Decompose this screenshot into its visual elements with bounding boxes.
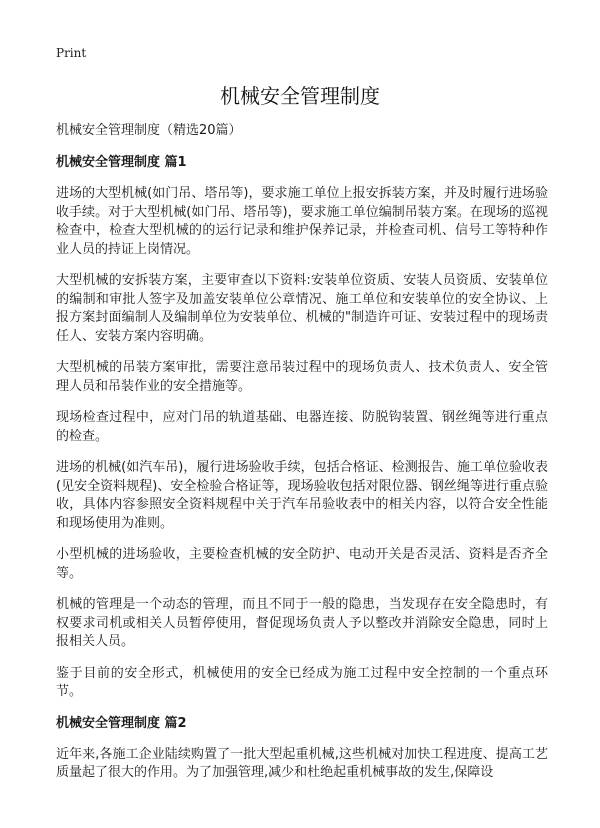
paragraph: 机械的管理是一个动态的管理，而且不同于一般的隐患，当发现存在安全隐患时，有权要求司机或相关人员暂停使用，督促现场负责人予以整改并消除安全隐患，同时上报相关人员。 — [56, 597, 548, 649]
paragraph: 进场的大型机械(如门吊、塔吊等)，要求施工单位上报安拆装方案，并及时履行进场验收手续。对于大型机械(如门吊、塔吊等)，要求施工单位编制吊装方案。在现场的巡视检查中，检查大型机械的的运行记录和维护保养记录，并检查司机、信号工等特种作业人员的持证上岗情况。 — [56, 186, 548, 257]
document-body — [56, 122, 548, 796]
paragraph: 小型机械的进场验收，主要检查机械的安全防护、电动开关是否灵活、资料是否齐全等。 — [56, 547, 548, 581]
section-heading: 机械安全管理制度 篇2 — [56, 715, 187, 731]
paragraph: 大型机械的吊装方案审批，需要注意吊装过程中的现场负责人、技术负责人、安全管理人员和吊装作业的安全措施等。 — [56, 360, 548, 394]
paragraph: 进场的机械(如汽车吊)，履行进场验收手续，包括合格证、检测报告、施工单位验收表(见安全资料规程)、安全检验合格证等，现场验收包括对限位器、钢丝绳等进行重点验收，具体内容参照安全资料规程中关于汽车吊验收表中的相关内容，以符合安全性能和现场使用为准则。 — [56, 460, 548, 531]
paragraph: 现场检查过程中，应对门吊的轨道基础、电器连接、防脱钩装置、钢丝绳等进行重点的检查。 — [56, 410, 548, 444]
print-link[interactable]: Print — [56, 46, 87, 60]
document-subtitle: 机械安全管理制度（精选20篇） — [56, 123, 242, 138]
section-1 — [56, 154, 548, 702]
paragraph: 大型机械的安拆装方案，主要审查以下资料:安装单位资质、安装人员资质、安装单位的编制和审批人签字及加盖安装单位公章情况、施工单位和安装单位的安全协议、上报方案封面编制人及编制单位为安装单位、机械的"制造许可证、安装过程中的现场责任人、安装方案内容明确。 — [56, 273, 548, 344]
paragraph: 鉴于目前的安全形式，机械使用的安全已经成为施工过程中安全控制的一个重点环节。 — [56, 665, 548, 699]
section-heading: 机械安全管理制度 篇1 — [56, 155, 187, 170]
paragraph: 近年来,各施工企业陆续购置了一批大型起重机械,这些机械对加快工程进度、提高工艺质量起了很大的作用。为了加强管理,减少和杜绝起重机械事故的发生,保障设 — [56, 746, 548, 780]
page-title: 机械安全管理制度 — [220, 84, 380, 108]
section-2 — [56, 715, 548, 783]
